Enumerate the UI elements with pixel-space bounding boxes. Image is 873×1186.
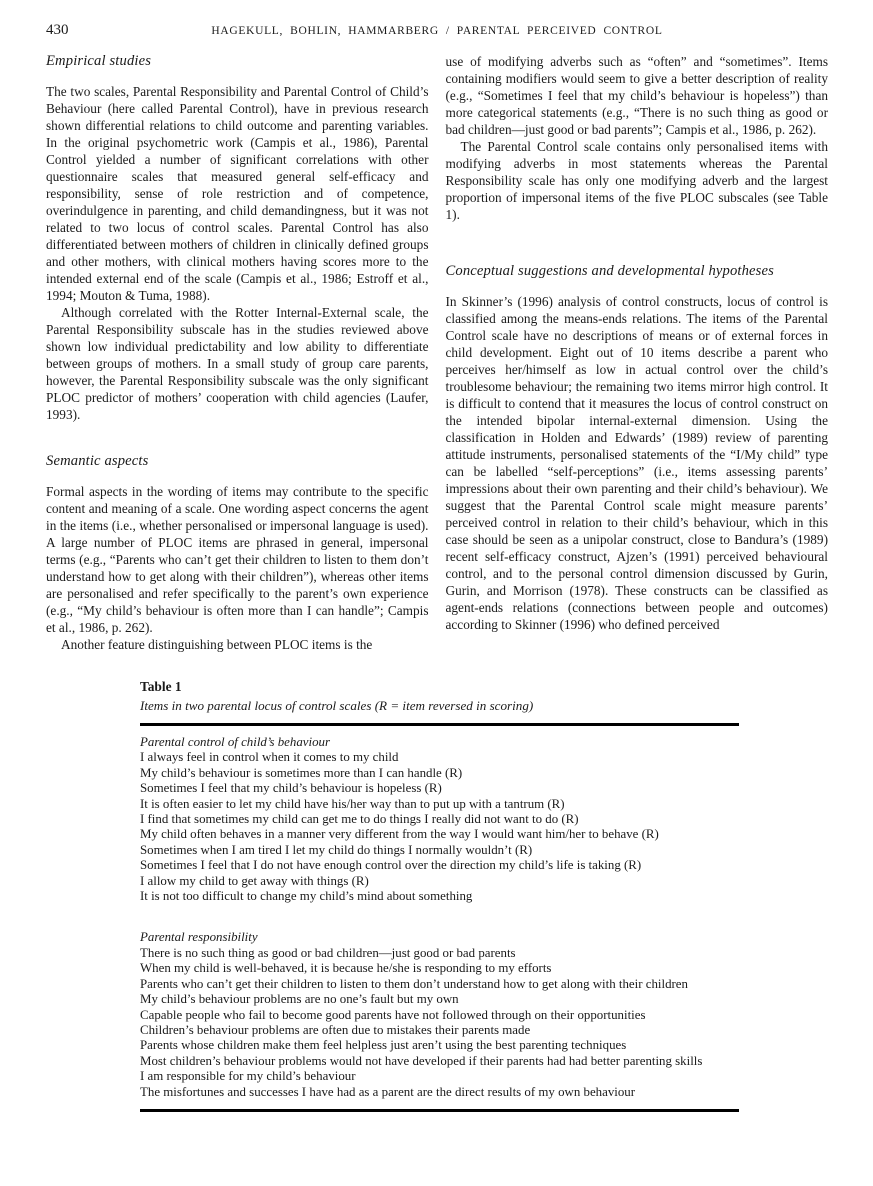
table-section-parental-control bbox=[140, 735, 739, 904]
table-row: Most children’s behaviour problems would not have developed if their parents had had better parenting skills bbox=[140, 1053, 703, 1068]
table-row: Parents whose children make them feel helpless just aren’t using the best parenting techniques bbox=[140, 1038, 627, 1053]
table-bottom-rule bbox=[140, 1109, 739, 1112]
paragraph-empirical-1: The two scales, Parental Responsibility and Parental Control of Child’s Behaviour (here called Parental Control), have in previous research shown differential relations to child outcome and parenting variables. In the original psychometric work (Campis et al., 1986), Parental Control yielded a number of significant correlations with other questionnaire scales that measured general self-efficacy and responsibility, sense of role restriction and of competence, overindulgence in parenting, and child demandingness, but it was not related to two locus of control scales. Parental Control has also differentiated between mothers of children in clinically defined groups and other mothers, with clinical mothers having scores more to the intended external end of the scale (Campis et al., 1986; Estroff et al., 1994; Mouton & Tuma, 1988). bbox=[46, 84, 429, 303]
paragraph-empirical-2: Although correlated with the Rotter Internal-External scale, the Parental Responsibility subscale has in the studies reviewed above shown low individual predictability and low ability to differentiate between groups of mothers. In a small study of group care parents, however, the Parental Responsibility subscale was the only significant PLOC predictor of mothers’ cooperation with child agencies (Laufer, 1993). bbox=[46, 305, 429, 422]
table-row: I find that sometimes my child can get me to do things I really did not want to do (R) bbox=[140, 812, 579, 827]
table-row: It is often easier to let my child have his/her way than to put up with a tantrum (R) bbox=[140, 796, 565, 811]
heading-conceptual-suggestions: Conceptual suggestions and developmental hypotheses bbox=[445, 263, 774, 279]
table-row: Sometimes I feel that I do not have enough control over the direction my child’s life is taking (R) bbox=[140, 858, 642, 873]
table-row: My child’s behaviour is sometimes more than I can handle (R) bbox=[140, 765, 463, 780]
right-column bbox=[446, 53, 829, 653]
table-row: My child’s behaviour problems are no one’s fault but my own bbox=[140, 992, 459, 1007]
table-row: Sometimes when I am tired I let my child do things I normally wouldn’t (R) bbox=[140, 842, 533, 857]
table-row: Children’s behaviour problems are often due to mistakes their parents made bbox=[140, 1022, 531, 1037]
paragraph-semantic-2: Another feature distinguishing between PLOC items is the bbox=[61, 637, 373, 652]
paragraph-semantic-1: Formal aspects in the wording of items may contribute to the specific content and meaning of a scale. One wording aspect concerns the agent in the items (i.e., whether personalised or impersonal language is used). A large number of PLOC items are phrased in general, impersonal terms (e.g., “Parents who can’t get their children to listen to them don’t understand how to get along with their children”), whereas other items are personalised and refer specifically to the parent’s own experience (e.g., “My child’s behaviour is often more than I can handle”; Campis et al., 1986, p. 262). bbox=[46, 484, 429, 635]
table-section-parental-responsibility bbox=[140, 930, 739, 1099]
page-number: 430 bbox=[46, 22, 69, 38]
table-row: I allow my child to get away with things (R) bbox=[140, 873, 369, 888]
body-columns bbox=[46, 53, 828, 653]
table-section-title: Parental responsibility bbox=[140, 930, 258, 945]
table-row: Parents who can’t get their children to listen to them don’t understand how to get along with their children bbox=[140, 976, 688, 991]
table-row: I always feel in control when it comes to my child bbox=[140, 750, 399, 765]
heading-semantic-aspects: Semantic aspects bbox=[46, 453, 149, 469]
table-1 bbox=[140, 679, 739, 1112]
paragraph-right-1: use of modifying adverbs such as “often” and “sometimes”. Items containing modifiers would seem to give a better description of reality (e.g., “Sometimes I feel that my child’s behaviour is hopeless”) than more categorical statements (e.g., “There is no such thing as good or bad children—just good or bad parents”; Campis et al., 1986, p. 262). bbox=[445, 54, 828, 137]
table-row: When my child is well-behaved, it is because he/she is responding to my efforts bbox=[140, 961, 552, 976]
table-row: My child often behaves in a manner very different from the way I would want him/her to behave (R) bbox=[140, 827, 659, 842]
paragraph-conceptual-1: In Skinner’s (1996) analysis of control constructs, locus of control is classified among the means-ends relations. The items of the Parental Control scale have no descriptions of means or of external forces in child development. Eight out of 10 items describe a parent who perceives her/himself as low in actual control over the child’s troublesome behaviour; the remaining two items mirror high control. It is difficult to contend that it measures the locus of control construct on the intended bipolar internal-external dimension. Using the classification in Holden and Edwards’ (1989) review of parenting attitude instruments, personalised statements of the “I/My child” type can be labelled “self-perceptions” (i.e., items assessing parents’ impressions about their own parenting and their child’s behaviour). We suggest that the Parental Control scale might measure parents’ perceived control in relation to their child’s behaviour, which in this case should be seen as a unipolar construct, close to Bandura’s (1989) recent self-efficacy construct, Ajzen’s (1991) perceived behavioural control, and to the personal control dimension discussed by Gurin, Gurin, and Morrison (1978). These constructs can be classified as agent-ends relations (connections between people and outcomes) according to Skinner (1996) who defined perceived bbox=[445, 294, 828, 632]
table-row: It is not too difficult to change my child’s mind about something bbox=[140, 889, 473, 904]
table-top-rule bbox=[140, 723, 739, 726]
paragraph-right-2: The Parental Control scale contains only personalised items with modifying adverbs in most statements whereas the Parental Responsibility scale has only one modifying adverb and the largest proportion of impersonal items of the five PLOC subscales (see Table 1). bbox=[445, 139, 828, 222]
running-head: HAGEKULL, BOHLIN, HAMMARBERG / PARENTAL PERCEIVED CONTROL bbox=[211, 25, 663, 37]
table-row: I am responsible for my child’s behaviour bbox=[140, 1069, 356, 1084]
left-column bbox=[46, 53, 429, 653]
table-row: Sometimes I feel that my child’s behaviour is hopeless (R) bbox=[140, 781, 442, 796]
heading-empirical-studies: Empirical studies bbox=[46, 53, 152, 69]
table-row: Capable people who fail to become good parents have not followed through on their opportunities bbox=[140, 1007, 646, 1022]
table-section-title: Parental control of child’s behaviour bbox=[140, 735, 330, 749]
table-label: Table 1 bbox=[140, 679, 182, 694]
table-row: There is no such thing as good or bad children—just good or bad parents bbox=[140, 945, 516, 960]
table-row: The misfortunes and successes I have had as a parent are the direct results of my own behaviour bbox=[140, 1084, 636, 1099]
page-header bbox=[46, 22, 828, 39]
table-caption: Items in two parental locus of control scales (R = item reversed in scoring) bbox=[140, 698, 534, 713]
